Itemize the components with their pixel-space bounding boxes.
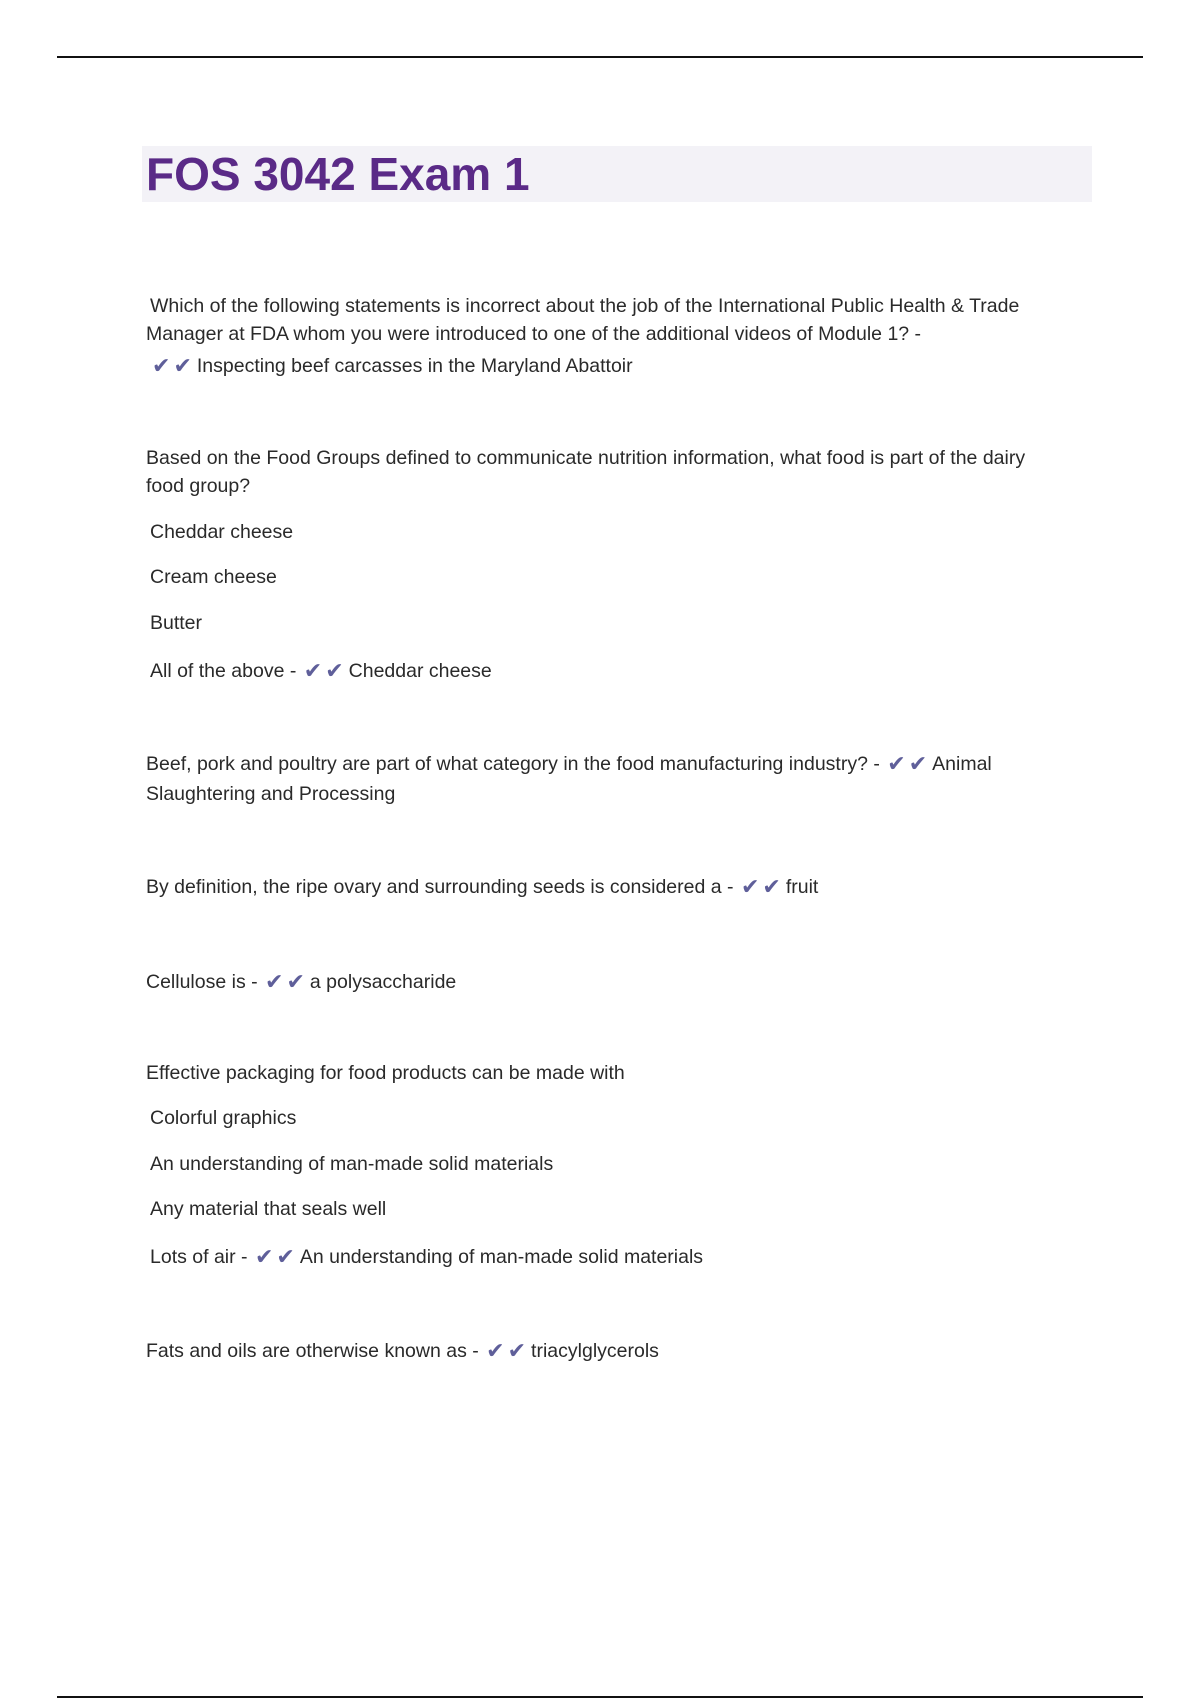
question-6-answer: An understanding of man-made solid materials bbox=[299, 1246, 704, 1268]
question-5-line bbox=[146, 968, 456, 996]
question-7-answer: triacylglycerols bbox=[531, 1340, 659, 1362]
question-1-line-1: Which of the following statements is incorrect about the job of the International Public Health & Trade bbox=[150, 295, 1020, 317]
question-2-answer: Cheddar cheese bbox=[348, 660, 492, 682]
question-2-line-1: Based on the Food Groups defined to communicate nutrition information, what food is part of the dairy bbox=[146, 447, 1026, 469]
double-check-icon: ✔ ✔ bbox=[303, 658, 344, 683]
question-5-answer: a polysaccharide bbox=[309, 971, 457, 993]
question-3-answer-part-1: Animal bbox=[932, 753, 992, 775]
question-1-line-2: Manager at FDA whom you were introduced to one of the additional videos of Module 1? - bbox=[146, 323, 922, 345]
question-7-line bbox=[146, 1337, 659, 1365]
question-4-text: By definition, the ripe ovary and surrounding seeds is considered a - bbox=[146, 876, 734, 898]
bottom-rule bbox=[57, 1696, 1143, 1698]
double-check-icon: ✔ ✔ bbox=[254, 1244, 295, 1269]
question-6-answer-line bbox=[150, 1243, 703, 1271]
question-6-last-option: Lots of air - bbox=[150, 1246, 248, 1268]
question-6-option: Any material that seals well bbox=[150, 1198, 387, 1220]
question-2-answer-line bbox=[150, 657, 492, 685]
question-3-line-1 bbox=[146, 750, 992, 778]
double-check-icon: ✔ ✔ bbox=[265, 969, 305, 994]
double-check-icon: ✔ ✔ bbox=[740, 874, 781, 899]
question-6-option: Colorful graphics bbox=[150, 1107, 297, 1129]
question-4-answer: fruit bbox=[785, 876, 819, 898]
double-check-icon: ✔ ✔ bbox=[152, 353, 192, 378]
question-2-option: Butter bbox=[150, 612, 203, 634]
page-title: FOS 3042 Exam 1 bbox=[146, 148, 530, 200]
question-1-answer: Inspecting beef carcasses in the Maryland Abattoir bbox=[196, 355, 633, 377]
double-check-icon: ✔ ✔ bbox=[486, 1338, 527, 1363]
question-6-text: Effective packaging for food products can be made with bbox=[146, 1062, 625, 1084]
top-rule bbox=[57, 56, 1143, 58]
question-2-line-2: food group? bbox=[146, 475, 251, 497]
question-1-answer-line bbox=[150, 352, 633, 380]
question-3-answer-part-2: Slaughtering and Processing bbox=[146, 783, 396, 805]
question-7-text: Fats and oils are otherwise known as - bbox=[146, 1340, 479, 1362]
question-2-option: Cheddar cheese bbox=[150, 521, 294, 543]
question-2-option: Cream cheese bbox=[150, 566, 277, 588]
question-4-line bbox=[146, 873, 818, 901]
question-6-option: An understanding of man-made solid materials bbox=[150, 1153, 554, 1175]
question-3-text: Beef, pork and poultry are part of what category in the food manufacturing industry? - bbox=[146, 753, 880, 775]
question-2-last-option: All of the above - bbox=[150, 660, 297, 682]
question-5-text: Cellulose is - bbox=[146, 971, 258, 993]
double-check-icon: ✔ ✔ bbox=[887, 751, 928, 776]
